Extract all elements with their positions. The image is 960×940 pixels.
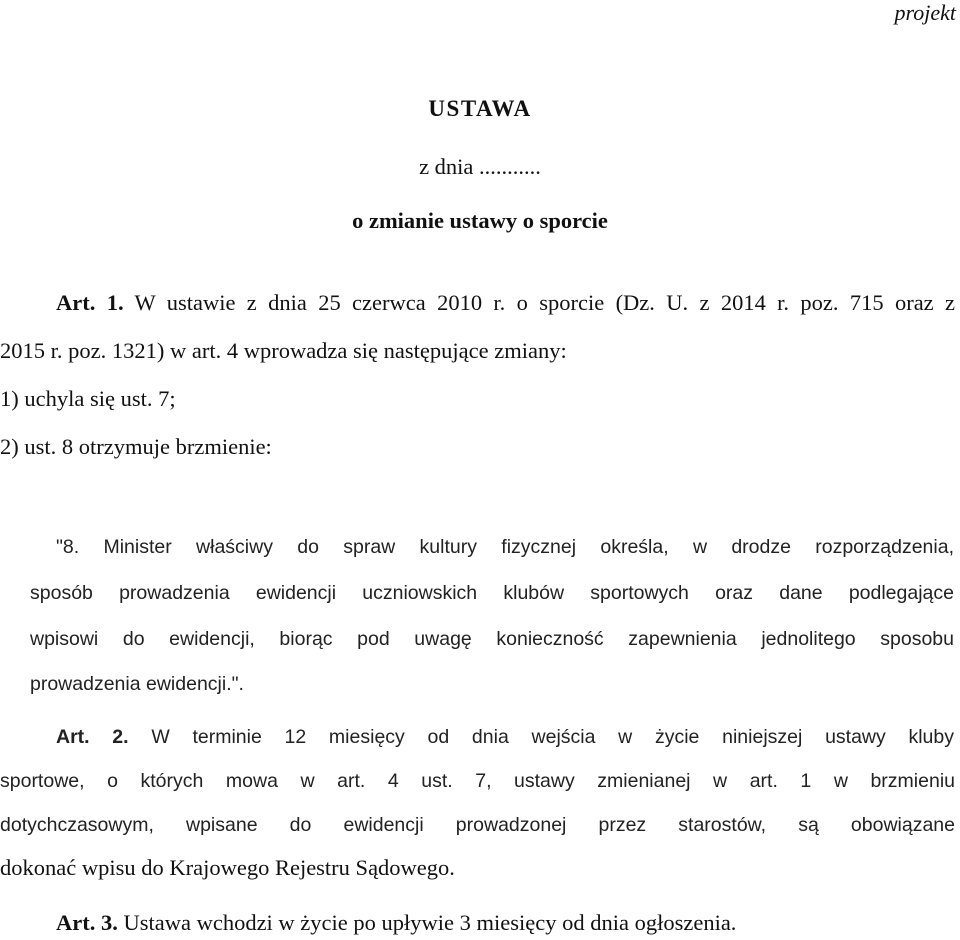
art2-line4: dokonać wpisu do Krajowego Rejestru Sądowego.	[0, 855, 455, 880]
act-date: z dnia ...........	[419, 154, 541, 179]
art2-line1: Art. 2. W terminie 12 miesięcy od dnia wejścia w życie niniejszej ustawy kluby	[56, 726, 955, 748]
quote-line-3: wpisowi do ewidencji, biorąc pod uwagę konieczność zapewnienia jednolitego sposobu	[30, 628, 954, 650]
act-subject: o zmianie ustawy o sporcie	[352, 208, 608, 233]
art3-line: Art. 3. Ustawa wchodzi w życie po upływie 3 miesięcy od dnia ogłoszenia.	[56, 910, 737, 935]
quote-line-1: "8. Minister właściwy do spraw kultury fizycznej określa, w drodze rozporządzenia,	[56, 536, 954, 558]
quote-line-2: sposób prowadzenia ewidencji uczniowskich klubów sportowych oraz dane podlegające	[30, 582, 954, 604]
art2-line2: sportowe, o których mowa w art. 4 ust. 7, ustawy zmienianej w art. 1 w brzmieniu	[0, 770, 955, 792]
act-title: USTAWA	[428, 96, 532, 121]
art1-line2: 2015 r. poz. 1321) w art. 4 wprowadza się następujące zmiany:	[0, 338, 567, 363]
art2-line3: dotychczasowym, wpisane do ewidencji prowadzonej przez starostów, są obowiązane	[0, 814, 955, 836]
art2-label: Art. 2.	[56, 726, 129, 748]
art1-line1: Art. 1. W ustawie z dnia 25 czerwca 2010 r. o sporcie (Dz. U. z 2014 r. poz. 715 oraz z	[56, 290, 956, 315]
art1-point1: 1) uchyla się ust. 7;	[0, 386, 176, 411]
art3-label: Art. 3.	[56, 910, 118, 935]
draft-status-label: projekt	[894, 0, 956, 25]
art1-point2: 2) ust. 8 otrzymuje brzmienie:	[0, 434, 272, 459]
quote-line-4: prowadzenia ewidencji.".	[30, 673, 244, 695]
art1-label: Art. 1.	[56, 290, 124, 315]
